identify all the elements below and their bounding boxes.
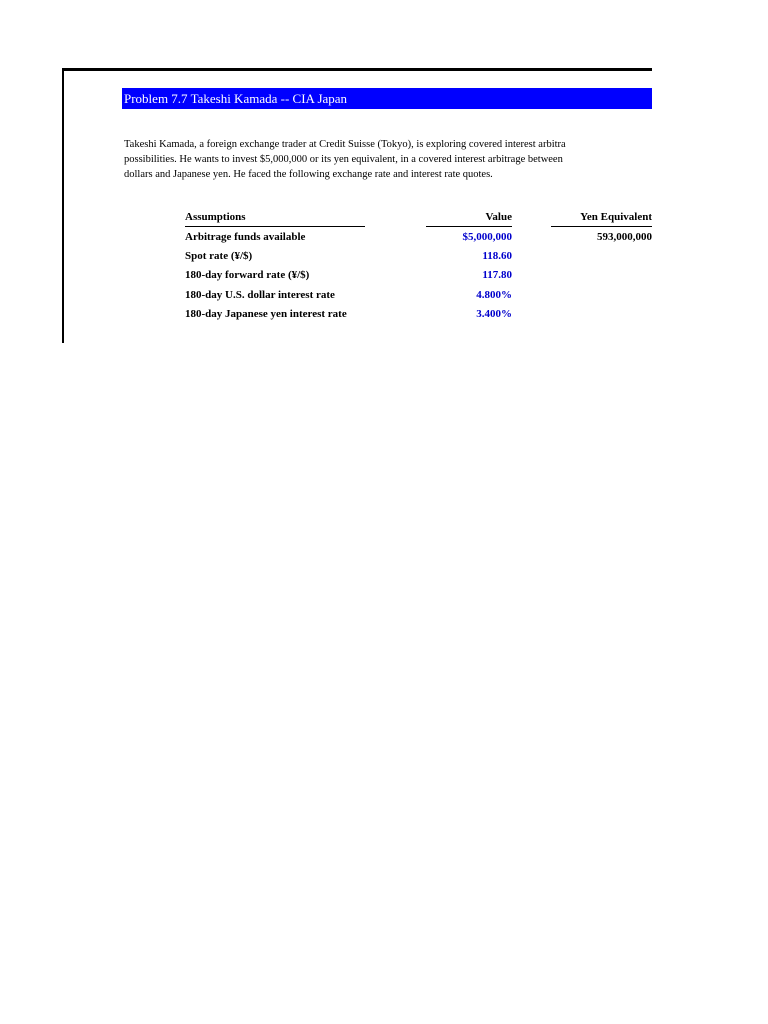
value-header: Value (485, 211, 512, 223)
worksheet-area (62, 68, 652, 343)
arbitrage-funds-yen-equivalent: 593,000,000 (597, 231, 652, 243)
assumptions-header-underline (185, 226, 365, 227)
yen-equivalent-header: Yen Equivalent (580, 211, 652, 223)
assumptions-table (62, 210, 652, 330)
row-label-spot-rate: Spot rate (¥/$) (185, 250, 253, 262)
yen-header-underline (551, 226, 652, 227)
arbitrage-funds-value[interactable]: $5,000,000 (462, 231, 512, 243)
description-line: Takeshi Kamada, a foreign exchange trader at Credit Suisse (Tokyo), is exploring covered interest arbitra (124, 139, 566, 150)
forward-rate-value[interactable]: 117.80 (482, 269, 512, 281)
description-line: dollars and Japanese yen. He faced the following exchange rate and interest rate quotes. (124, 169, 493, 180)
row-label-usd-interest-rate: 180-day U.S. dollar interest rate (185, 289, 335, 301)
top-border (62, 68, 652, 71)
row-label-forward-rate: 180-day forward rate (¥/$) (185, 269, 310, 281)
row-label-yen-interest-rate: 180-day Japanese yen interest rate (185, 308, 347, 320)
usd-interest-rate-value[interactable]: 4.800% (476, 289, 512, 301)
problem-title: Problem 7.7 Takeshi Kamada -- CIA Japan (122, 88, 652, 109)
assumptions-header: Assumptions (185, 211, 246, 223)
description-line: possibilities. He wants to invest $5,000,000 or its yen equivalent, in a covered interest arbitrage between (124, 154, 563, 165)
value-header-underline (426, 226, 512, 227)
spot-rate-value[interactable]: 118.60 (482, 250, 512, 262)
problem-description (124, 137, 652, 182)
yen-interest-rate-value[interactable]: 3.400% (476, 308, 512, 320)
row-label-arbitrage-funds: Arbitrage funds available (185, 231, 306, 243)
